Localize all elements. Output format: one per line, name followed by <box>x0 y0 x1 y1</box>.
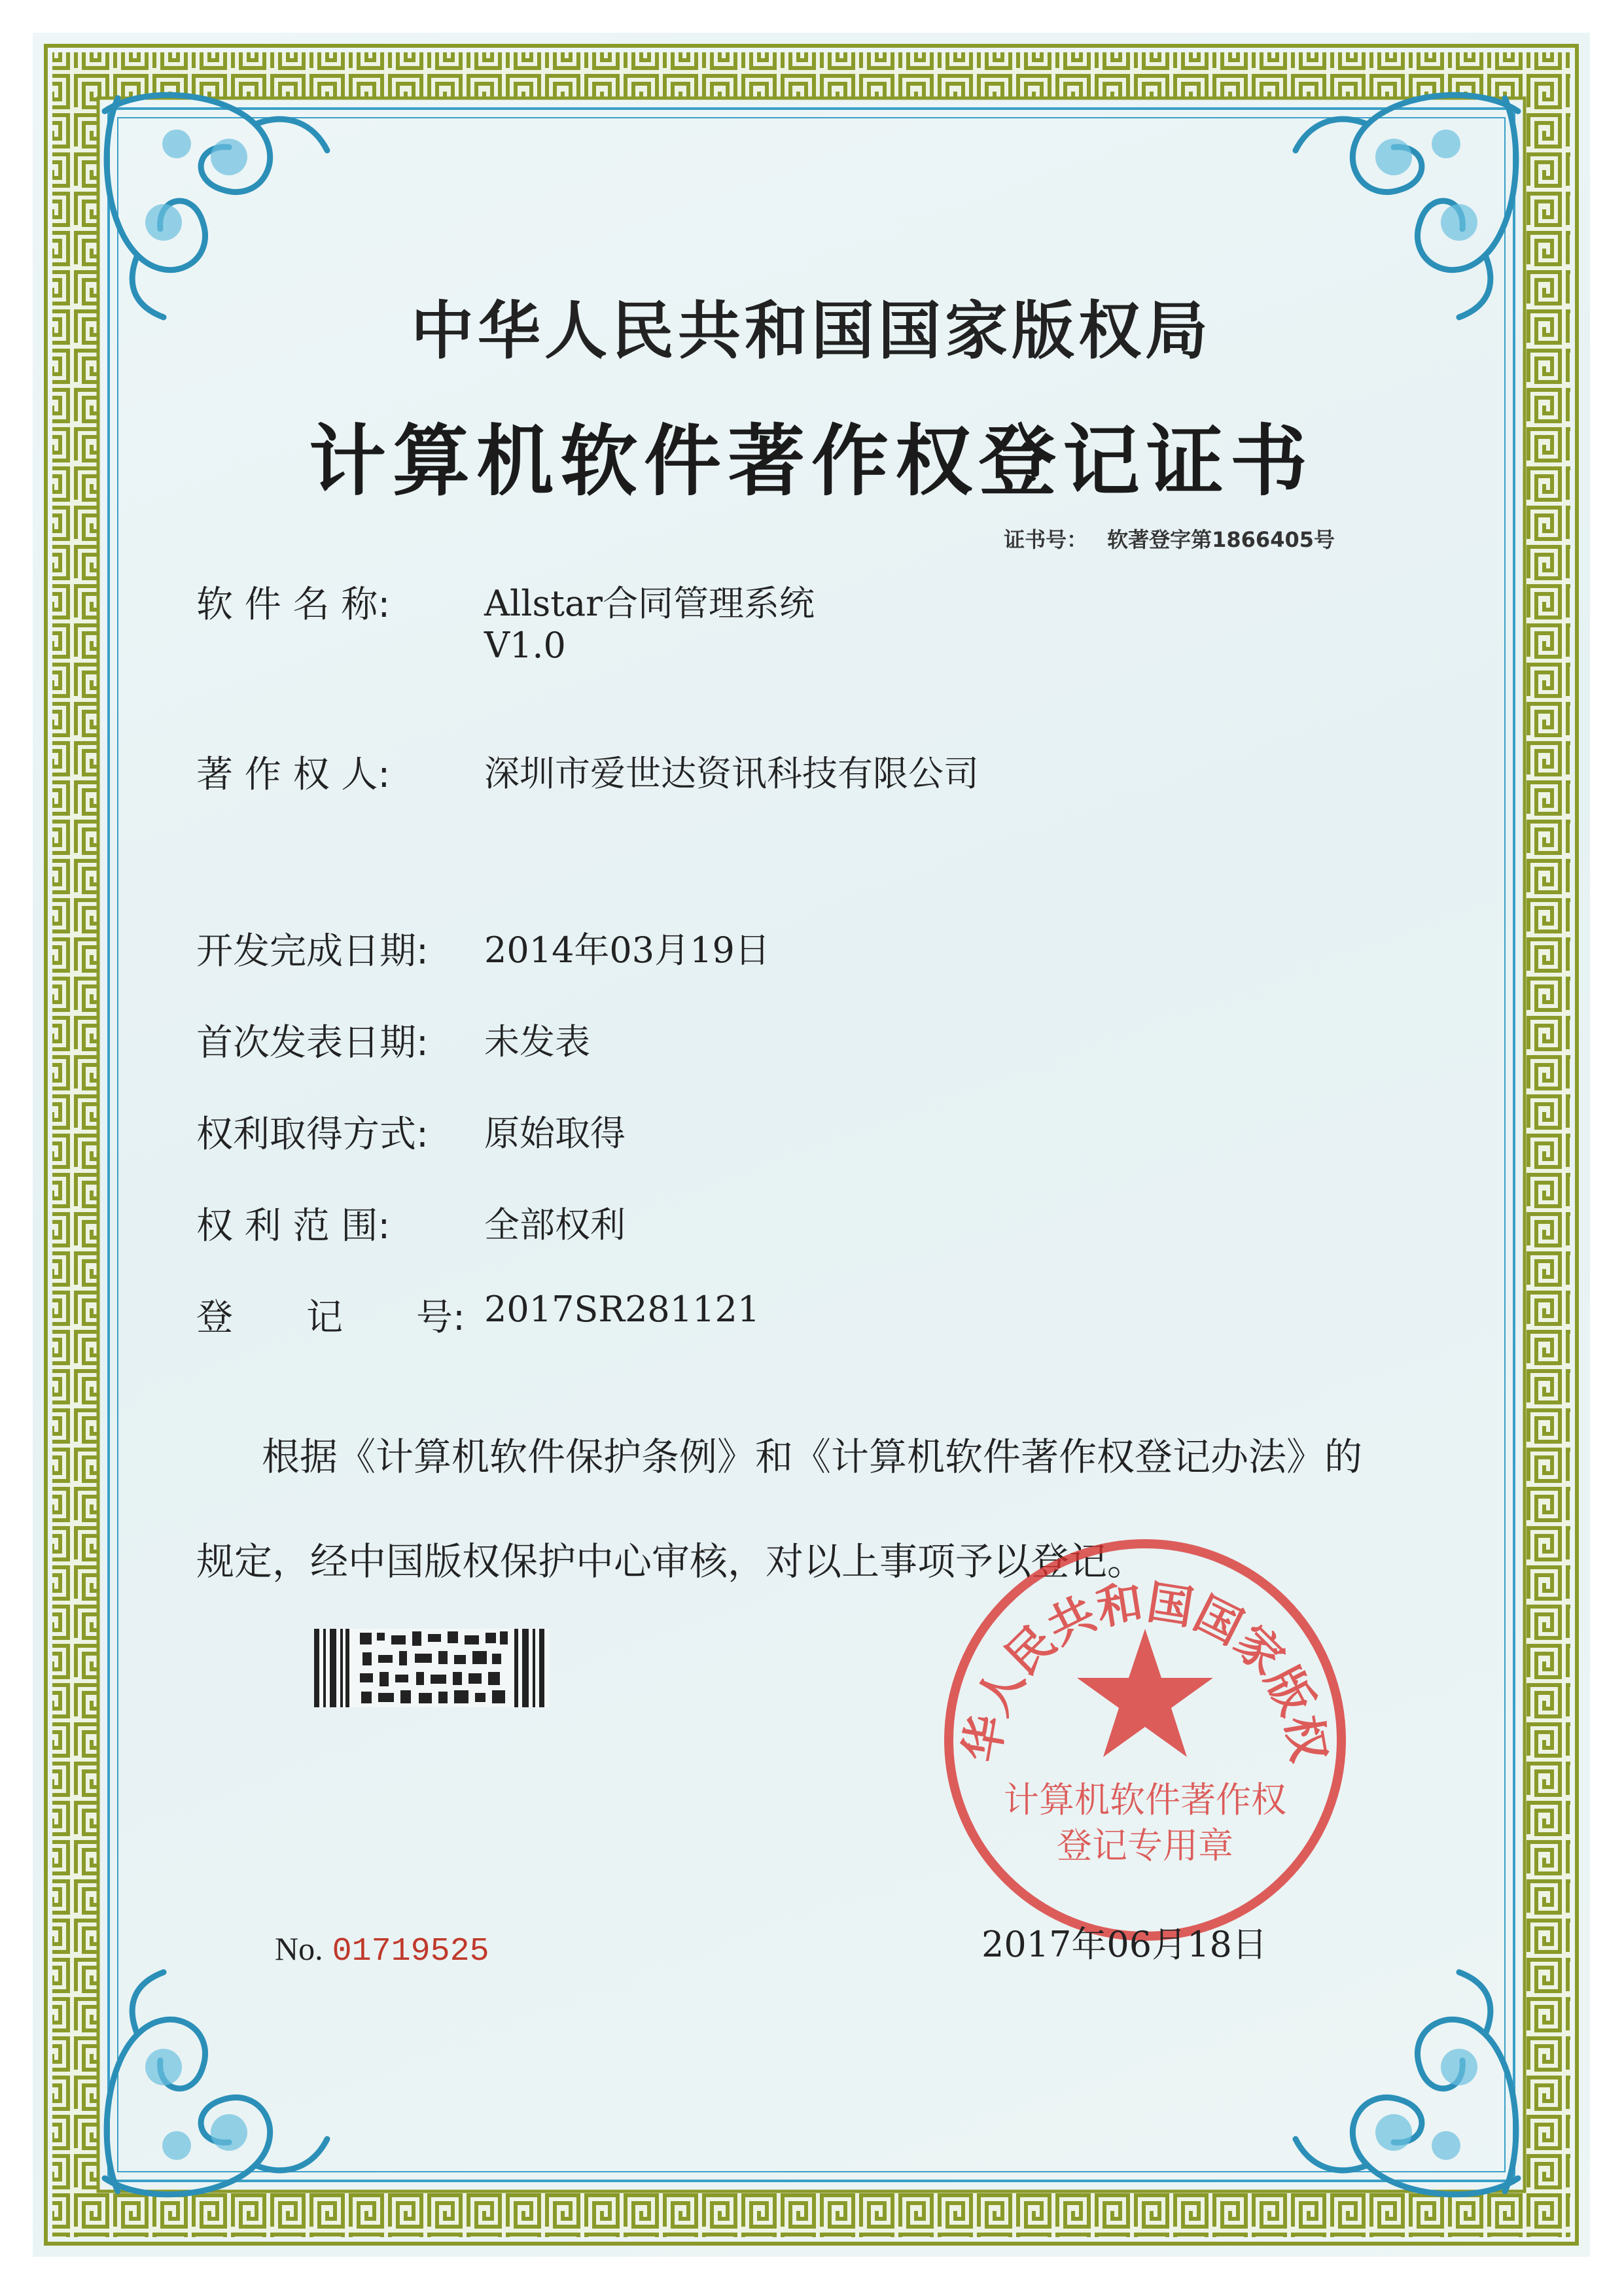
serial-number-value: 01719525 <box>332 1933 489 1970</box>
official-seal <box>936 1531 1354 1949</box>
field-value-completion-date: 2014年03月19日 <box>484 930 770 971</box>
issue-date: 2017年06月18日 <box>981 1924 1267 1965</box>
issuing-authority: 中华人民共和国国家版权局 <box>411 294 1212 368</box>
serial-number-label: No. <box>275 1930 323 1967</box>
field-label-acquisition-method: 权利取得方式: <box>196 1113 429 1156</box>
certificate-number-label: 证书号： <box>1004 527 1088 552</box>
seal-inner-line-2: 登记专用章 <box>1057 1825 1233 1866</box>
statement-line-1: 根据《计算机软件保护条例》和《计算机软件著作权登记办法》的 <box>262 1435 1363 1479</box>
statement-line-2: 规定，经中国版权保护中心审核，对以上事项予以登记。 <box>196 1539 1146 1584</box>
field-label-registration-number: 登 记 号: <box>196 1296 465 1339</box>
certificate <box>33 33 1590 2257</box>
field-value-software-name: Allstar合同管理系统 <box>484 583 815 624</box>
field-value-registration-number: 2017SR281121 <box>484 1289 760 1330</box>
corner-ornament-bottom-right <box>1282 1969 1531 2204</box>
field-label-first-publication-date: 首次发表日期: <box>196 1022 429 1064</box>
field-value-software-version: V1.0 <box>484 625 566 666</box>
field-label-completion-date: 开发完成日期: <box>196 930 429 973</box>
certificate-number <box>1004 523 1335 553</box>
field-value-rights-scope: 全部权利 <box>484 1204 626 1245</box>
seal-inner-line-1: 计算机软件著作权 <box>1004 1779 1286 1820</box>
certificate-title: 计算机软件著作权登记证书 <box>308 416 1314 506</box>
field-value-copyright-owner: 深圳市爱世达资讯科技有限公司 <box>484 753 979 794</box>
field-value-first-publication-date: 未发表 <box>484 1021 590 1062</box>
field-value-acquisition-method: 原始取得 <box>484 1113 626 1154</box>
barcode-icon <box>314 1629 550 1707</box>
field-label-copyright-owner: 著 作 权 人: <box>196 754 391 796</box>
field-label-software-name: 软 件 名 称: <box>196 583 391 626</box>
seal-ring-text: 华人民共和国国家版权 <box>954 1575 1336 1766</box>
star-icon <box>1077 1629 1213 1757</box>
certificate-number-value: 软著登字第1866405号 <box>1107 527 1335 552</box>
field-label-rights-scope: 权 利 范 围: <box>196 1205 391 1247</box>
serial-number <box>275 1930 489 1970</box>
corner-ornament-bottom-left <box>92 1969 340 2204</box>
